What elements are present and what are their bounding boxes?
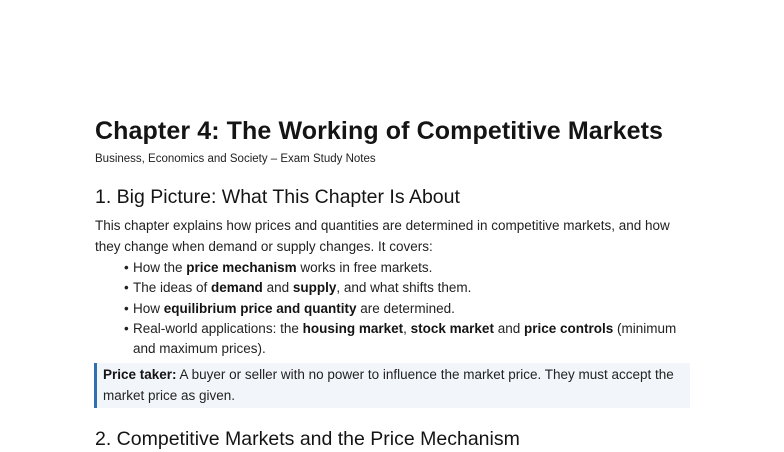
bullet-dot-icon: •: [124, 260, 129, 275]
section-heading-competitive-markets: 2. Competitive Markets and the Price Mechanism: [95, 428, 520, 451]
bullet-key-term: demand: [211, 280, 263, 296]
bullet-dot-icon: •: [124, 280, 129, 296]
bullet-key-term: supply: [292, 280, 337, 296]
topic-bullet-item: [124, 299, 695, 319]
chapter-title: Chapter 4: The Working of Competitive Markets: [95, 117, 664, 145]
document-subtitle: Business, Economics and Society – Exam Study Notes: [95, 153, 376, 165]
bullet-text: Real-world applications: the: [133, 320, 303, 336]
section-heading-big-picture: 1. Big Picture: What This Chapter Is About: [95, 186, 460, 208]
bullet-key-term: housing market: [302, 320, 404, 336]
document-page: [95, 114, 695, 452]
bullet-key-term: equilibrium price and quantity: [163, 300, 357, 316]
bullet-key-term: price mechanism: [186, 260, 297, 275]
bullet-text: and: [493, 320, 524, 336]
topic-bullet-item: [124, 319, 695, 360]
bullet-text: and: [262, 280, 293, 296]
bullet-text: works in free markets.: [296, 260, 433, 275]
callout-definition: A buyer or seller with no power to influence the market price. They must accept the market price as given.: [103, 367, 674, 403]
bullet-text: How: [133, 300, 164, 316]
bullet-text: How the: [133, 260, 187, 275]
bullet-key-term: price controls: [523, 320, 614, 336]
section-intro-paragraph: This chapter explains how prices and quantities are determined in competitive markets, and how they change when demand or supply changes. It covers:: [95, 218, 670, 254]
topic-bullet-item: [124, 278, 695, 298]
topic-bullet-item: [124, 258, 695, 278]
bullet-text: , and what shifts them.: [336, 280, 472, 296]
bullet-dot-icon: •: [124, 320, 129, 336]
topics-bullet-list: [95, 258, 695, 359]
callout-term: Price taker:: [103, 367, 177, 383]
bullet-key-term: stock market: [410, 320, 494, 336]
bullet-text: The ideas of: [133, 280, 212, 296]
bullet-text: (minimum and maximum prices).: [133, 320, 677, 357]
bullet-text: are determined.: [356, 300, 455, 316]
price-taker-definition-callout: [94, 363, 690, 408]
bullet-dot-icon: •: [124, 300, 129, 316]
bullet-text: ,: [403, 320, 411, 336]
